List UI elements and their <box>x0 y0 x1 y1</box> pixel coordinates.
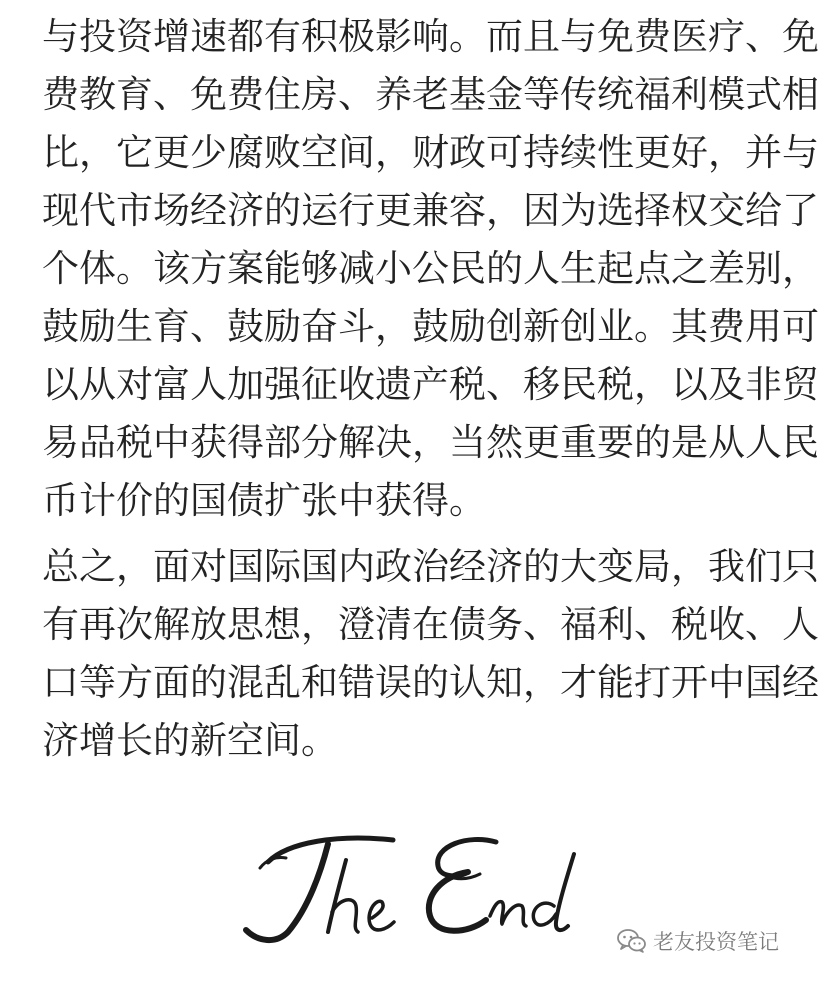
text-line: 个体。该方案能够减小公民的人生起点之差别， <box>42 247 819 290</box>
text-line: 与投资增速都有积极影响。而且与免费医疗、免 <box>42 15 819 58</box>
text-line: 费教育、免费住房、养老基金等传统福利模式相 <box>42 73 819 116</box>
text-line: 比，它更少腐败空间，财政可持续性更好，并与 <box>42 131 819 174</box>
text-line: 济增长的新空间。 <box>42 719 338 762</box>
text-line: 有再次解放思想，澄清在债务、福利、税收、人 <box>42 603 819 646</box>
text-line: 鼓励生育、鼓励奋斗，鼓励创新创业。其费用可 <box>42 305 819 348</box>
watermark <box>617 924 779 958</box>
text-line: 易品税中获得部分解决，当然更重要的是从人民 <box>42 421 819 464</box>
paragraph-1 <box>42 8 819 530</box>
wechat-icon <box>617 928 647 954</box>
text-line: 以从对富人加强征收遗产税、移民税，以及非贸 <box>42 363 819 406</box>
paragraph-2 <box>42 538 819 770</box>
text-line: 总之，面对国际国内政治经济的大变局，我们只 <box>42 545 819 588</box>
the-end-script-graphic <box>228 820 588 950</box>
the-end-calligraphy <box>228 820 588 950</box>
text-line: 币计价的国债扩张中获得。 <box>42 479 486 522</box>
text-line: 口等方面的混乱和错误的认知，才能打开中国经 <box>42 661 819 704</box>
watermark-label: 老友投资笔记 <box>653 930 779 954</box>
text-line: 现代市场经济的运行更兼容，因为选择权交给了 <box>42 189 819 232</box>
